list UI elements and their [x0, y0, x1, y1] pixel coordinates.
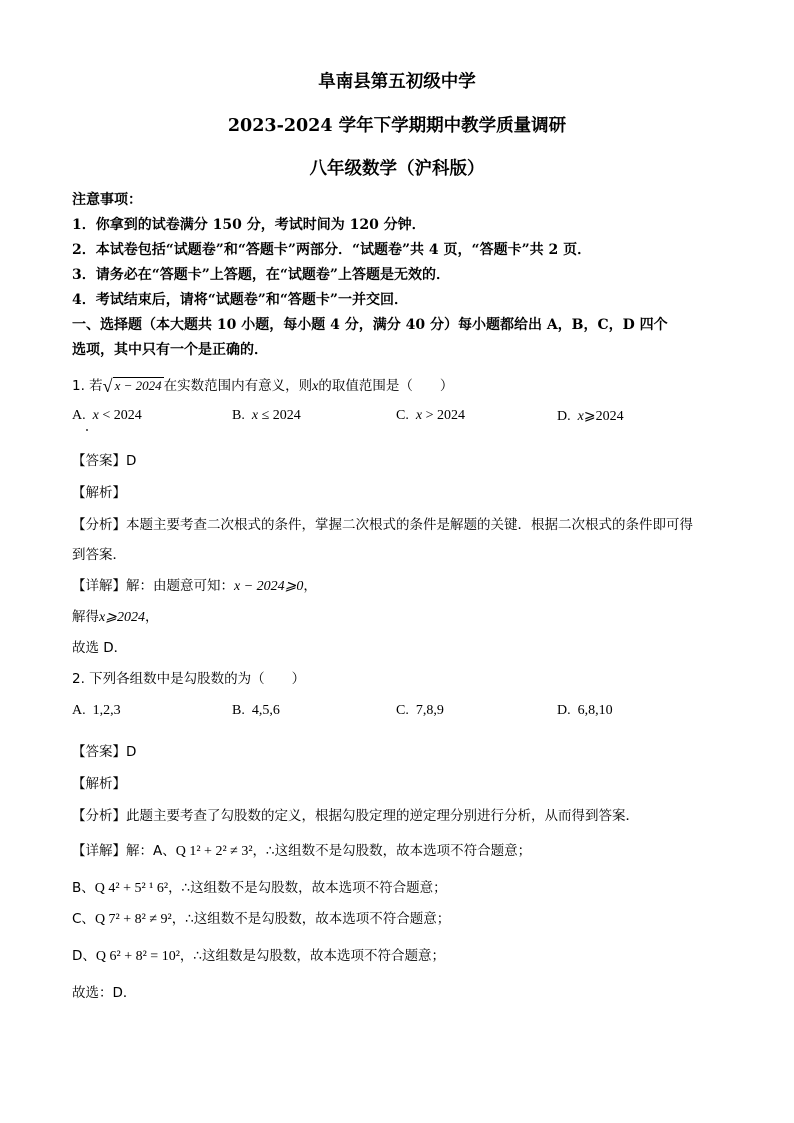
option-a[interactable]: [72, 703, 121, 719]
note-item: 1．你拿到的试卷满分 150 分，考试时间为 120 分钟．: [72, 217, 426, 233]
math-expression: Q 6² + 8² = 10²: [95, 949, 180, 964]
detail-tail: ，∴这组数是勾股数，故本选项不符合题意；: [179, 948, 445, 964]
detail-d: [72, 944, 445, 965]
detail-tail: ，∴这组数不是勾股数，故本选项不符合题意；: [168, 880, 447, 896]
analysis-text: 【分析】此题主要考查了勾股数的定义，根据勾股定理的逆定理分别进行分析，从而得到答案．: [72, 808, 639, 824]
detail-a: [72, 839, 531, 860]
option-var: x: [251, 408, 259, 423]
option-c[interactable]: [396, 408, 465, 424]
option-value: 6,8,10: [577, 703, 613, 718]
choose-line: 故选 D．: [72, 640, 128, 656]
math-expression: x⩾2024: [99, 610, 145, 625]
option-var: x: [415, 408, 423, 423]
variable: x: [312, 379, 319, 394]
option-letter: A.: [72, 408, 86, 423]
option-expr: < 2024: [98, 408, 142, 423]
detail-tail: ，: [303, 578, 317, 594]
stray-dot: [86, 429, 88, 431]
detail-label: D、: [72, 948, 96, 964]
option-letter: C.: [396, 703, 409, 718]
detail-line: [72, 574, 317, 595]
detail-b: [72, 876, 447, 897]
section-heading-cont: 选项，其中只有一个是正确的．: [72, 342, 268, 358]
option-letter: D.: [557, 409, 571, 424]
option-value: 7,8,9: [415, 703, 444, 718]
question-2-stem: 2. 下列各组数中是勾股数的为（ ）: [72, 671, 306, 687]
option-a[interactable]: [72, 408, 142, 424]
notes-heading: 注意事项：: [72, 192, 142, 208]
note-item: 4．考试结束后，请将“试题卷”和“答题卡”一并交回．: [72, 292, 408, 308]
math-expression: Q 7² + 8² ≠ 9²: [94, 912, 172, 927]
analysis-text-cont: 到答案．: [72, 547, 126, 563]
note-item: 3．请务必在“答题卡”上答题，在“试题卷”上答题是无效的．: [72, 267, 450, 283]
solve-label: 解得: [72, 609, 99, 625]
option-letter: D.: [557, 703, 571, 718]
option-b[interactable]: [232, 703, 280, 719]
option-b[interactable]: [232, 408, 301, 424]
math-expression: x − 2024⩾0: [234, 579, 304, 594]
detail-label: B、: [72, 880, 95, 896]
question-1-stem: [72, 374, 453, 395]
option-expr: ⩾2024: [583, 409, 624, 424]
solve-line: [72, 605, 158, 626]
solution-label: 【解析】: [72, 485, 126, 501]
note-item: 2．本试卷包括“试题卷”和“答题卡”两部分．“试题卷”共 4 页，“答题卡”共 2 页．: [72, 242, 592, 258]
radicand: x − 2024: [114, 378, 162, 393]
option-value: 1,2,3: [92, 703, 121, 718]
detail-tail: ，∴这组数不是勾股数，故本选项不符合题意；: [252, 843, 532, 859]
school-name: 阜南县第五初级中学: [318, 72, 476, 92]
option-d[interactable]: [557, 703, 613, 719]
option-letter: C.: [396, 408, 409, 423]
answer-label: 【答案】D: [72, 744, 137, 760]
solution-label: 【解析】: [72, 776, 126, 792]
choose-line: 故选：D．: [72, 985, 137, 1001]
subject-title: 八年级数学（沪科版）: [309, 159, 485, 179]
math-expression: Q 4² + 5² ¹ 6²: [94, 881, 169, 896]
option-expr: ≤ 2024: [258, 408, 301, 423]
detail-c: [72, 907, 450, 928]
option-var: x: [92, 408, 99, 423]
option-letter: A.: [72, 703, 86, 718]
detail-label: 【详解】解：由题意可知：: [72, 578, 234, 594]
option-c[interactable]: [396, 703, 444, 719]
option-letter: B.: [232, 408, 245, 423]
answer-label: 【答案】D: [72, 453, 137, 469]
solve-tail: ，: [144, 609, 159, 625]
stem-text: 在实数范围内有意义，则: [163, 378, 313, 394]
analysis-text: 【分析】本题主要考查二次根式的条件，掌握二次根式的条件是解题的关键．根据二次根式的条件即可得: [72, 517, 693, 533]
detail-label: 【详解】解：A、: [72, 843, 176, 859]
option-expr: > 2024: [422, 408, 465, 423]
option-letter: B.: [232, 703, 245, 718]
section-heading: 一、选择题（本大题共 10 小题，每小题 4 分，满分 40 分）每小题都给出 A，B，C，D 四个: [72, 317, 668, 333]
detail-tail: ，∴这组数不是勾股数，故本选项不符合题意；: [171, 911, 451, 927]
option-value: 4,5,6: [251, 703, 280, 718]
question-number: 1. 若: [72, 378, 103, 394]
option-d[interactable]: [557, 408, 624, 425]
exam-title: 2023-2024 学年下学期期中教学质量调研: [227, 116, 567, 136]
option-var: x: [577, 409, 584, 424]
detail-label: C、: [72, 911, 95, 927]
sqrt-expression: √ x − 2024: [102, 376, 162, 396]
stem-tail: 的取值范围是（ ）: [318, 378, 454, 394]
math-expression: Q 1² + 2² ≠ 3²: [175, 844, 253, 859]
